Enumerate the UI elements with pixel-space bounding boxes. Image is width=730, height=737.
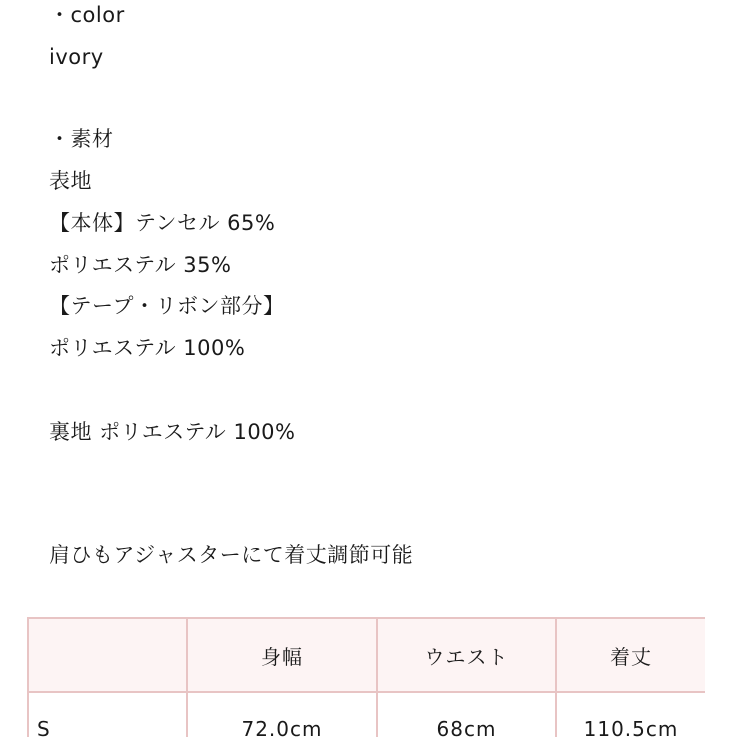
body-polyester: ポリエステル 35% <box>49 253 232 277</box>
header-cell-empty <box>28 618 187 692</box>
size-table <box>27 617 705 737</box>
lining-material: 裏地 ポリエステル 100% <box>49 420 296 444</box>
header-cell-waist: ウエスト <box>377 618 556 692</box>
length-cell: 110.5cm <box>556 692 705 737</box>
outer-fabric-label: 表地 <box>49 169 92 193</box>
width-cell: 72.0cm <box>187 692 377 737</box>
tape-polyester: ポリエステル 100% <box>49 336 246 360</box>
header-cell-length: 着丈 <box>556 618 705 692</box>
color-value: ivory <box>49 45 104 69</box>
adjuster-note: 肩ひもアジャスターにて着丈調節可能 <box>49 543 414 567</box>
waist-cell: 68cm <box>377 692 556 737</box>
table-row <box>28 692 705 737</box>
color-heading: ・color <box>49 3 125 27</box>
table-header-row <box>28 618 705 692</box>
header-cell-width: 身幅 <box>187 618 377 692</box>
tape-ribbon-label: 【テープ・リボン部分】 <box>49 294 285 318</box>
size-cell: S <box>28 692 187 737</box>
size-table-container <box>27 617 705 737</box>
material-heading: ・素材 <box>49 127 114 151</box>
body-material: 【本体】テンセル 65% <box>49 211 276 235</box>
